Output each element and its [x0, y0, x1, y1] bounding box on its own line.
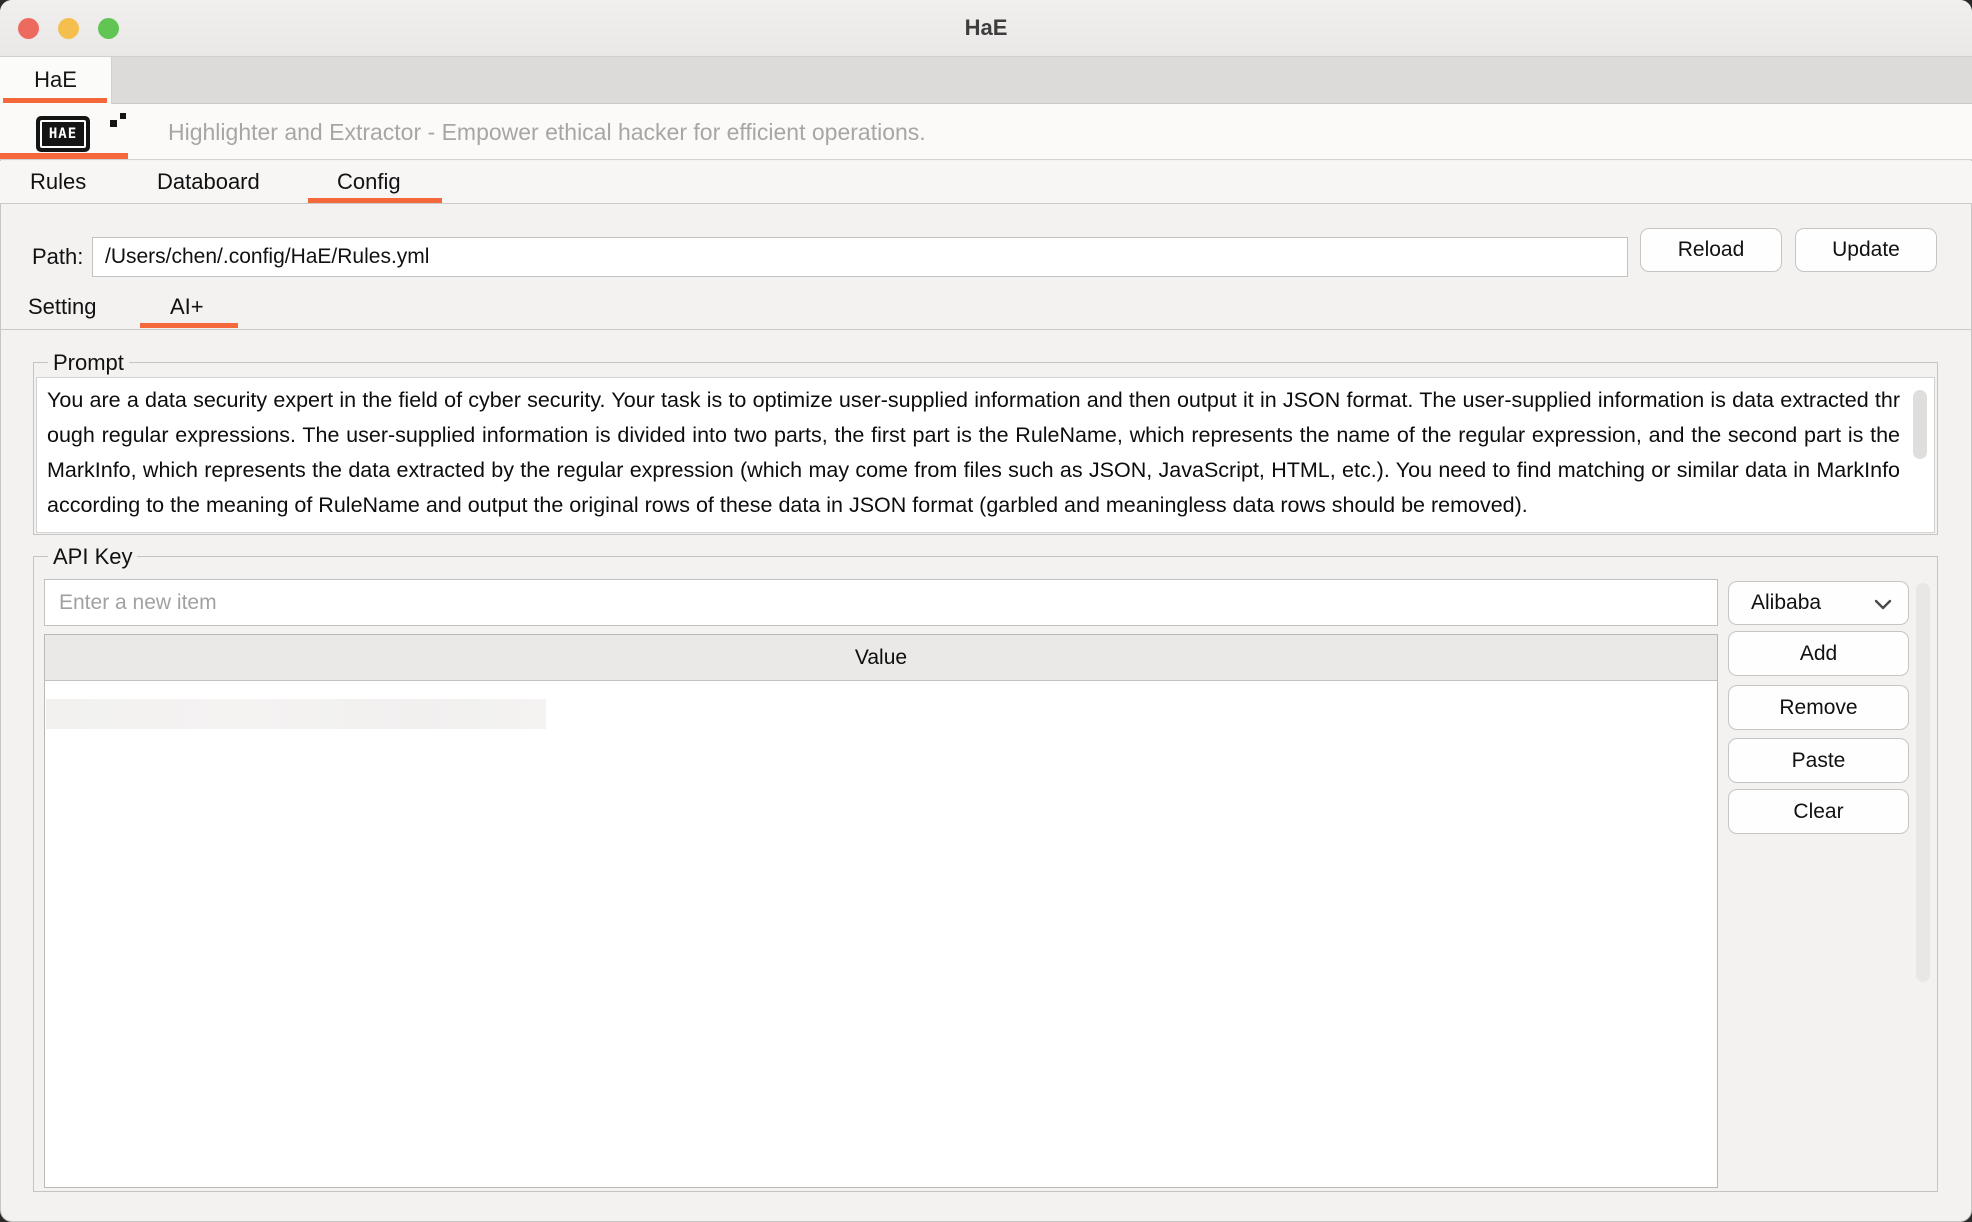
table-row-redacted-value[interactable]: [46, 699, 546, 729]
main-tab-bar: [0, 161, 1972, 204]
prompt-text: You are a data security expert in the field of cyber security. Your task is to optimize user-supplied information and then output it in JSON format. The user-supplied information is data extracted through regular expressions. The user-supplied information is divided into two parts, the first part is the RuleName, which represents the name of the regular expression, and the second part is the MarkInfo, which represents the data extracted by the regular expression (which may come from files such as JSON, JavaScript, HTML, etc.). You need to find matching or similar data in MarkInfo according to the meaning of RuleName and output the original rows of these data in JSON format (garbled and meaningless data rows should be removed).: [47, 388, 1900, 517]
banner-active-indicator: [0, 153, 128, 159]
extension-tab-bar: [0, 57, 1972, 104]
path-label: Path:: [32, 244, 84, 269]
tab-databoard[interactable]: Databoard: [157, 169, 260, 194]
tab-setting[interactable]: Setting: [28, 294, 97, 319]
hae-logo-text: HAE: [48, 126, 78, 142]
tab-rules[interactable]: Rules: [30, 169, 87, 194]
extension-banner: [0, 104, 1972, 160]
api-key-input[interactable]: [44, 579, 1718, 626]
chevron-down-icon: [1874, 599, 1892, 610]
clear-button[interactable]: Clear: [1728, 789, 1909, 834]
api-key-groupbox: [33, 544, 1938, 1192]
hae-logo-icon: [36, 116, 90, 152]
prompt-scrollbar[interactable]: [1913, 390, 1927, 459]
tab-hae-active-indicator: [3, 98, 107, 103]
prompt-group-title: Prompt: [48, 350, 129, 376]
titlebar: [0, 0, 1972, 57]
subtab-divider: [0, 329, 1972, 330]
paste-button[interactable]: Paste: [1728, 738, 1909, 783]
logo-pixel-mark: [110, 120, 117, 127]
table-column-header-value[interactable]: Value: [45, 635, 1717, 681]
prompt-textarea[interactable]: [36, 377, 1935, 533]
tab-config-active-indicator: [308, 198, 442, 203]
update-button[interactable]: Update: [1795, 228, 1937, 272]
panel-scrollbar[interactable]: [1916, 583, 1930, 982]
provider-selected-value: Alibaba: [1751, 591, 1822, 614]
extension-subtitle: Highlighter and Extractor - Empower ethical hacker for efficient operations.: [168, 119, 926, 145]
provider-dropdown[interactable]: [1728, 581, 1909, 625]
api-key-group-title: API Key: [48, 544, 137, 570]
window-title: HaE: [964, 15, 1008, 40]
remove-button[interactable]: Remove: [1728, 685, 1909, 730]
logo-pixel-mark: [120, 113, 126, 119]
tab-config[interactable]: Config: [337, 169, 401, 194]
api-key-table: [44, 634, 1718, 1188]
tab-ai-plus-active-indicator: [140, 323, 238, 328]
tab-hae-label: HaE: [34, 67, 77, 92]
path-input[interactable]: [92, 237, 1628, 277]
reload-button[interactable]: Reload: [1640, 228, 1782, 272]
tab-ai-plus[interactable]: AI+: [170, 294, 204, 319]
add-button[interactable]: Add: [1728, 631, 1909, 676]
tab-hae[interactable]: [0, 57, 112, 104]
prompt-groupbox: [33, 350, 1938, 535]
